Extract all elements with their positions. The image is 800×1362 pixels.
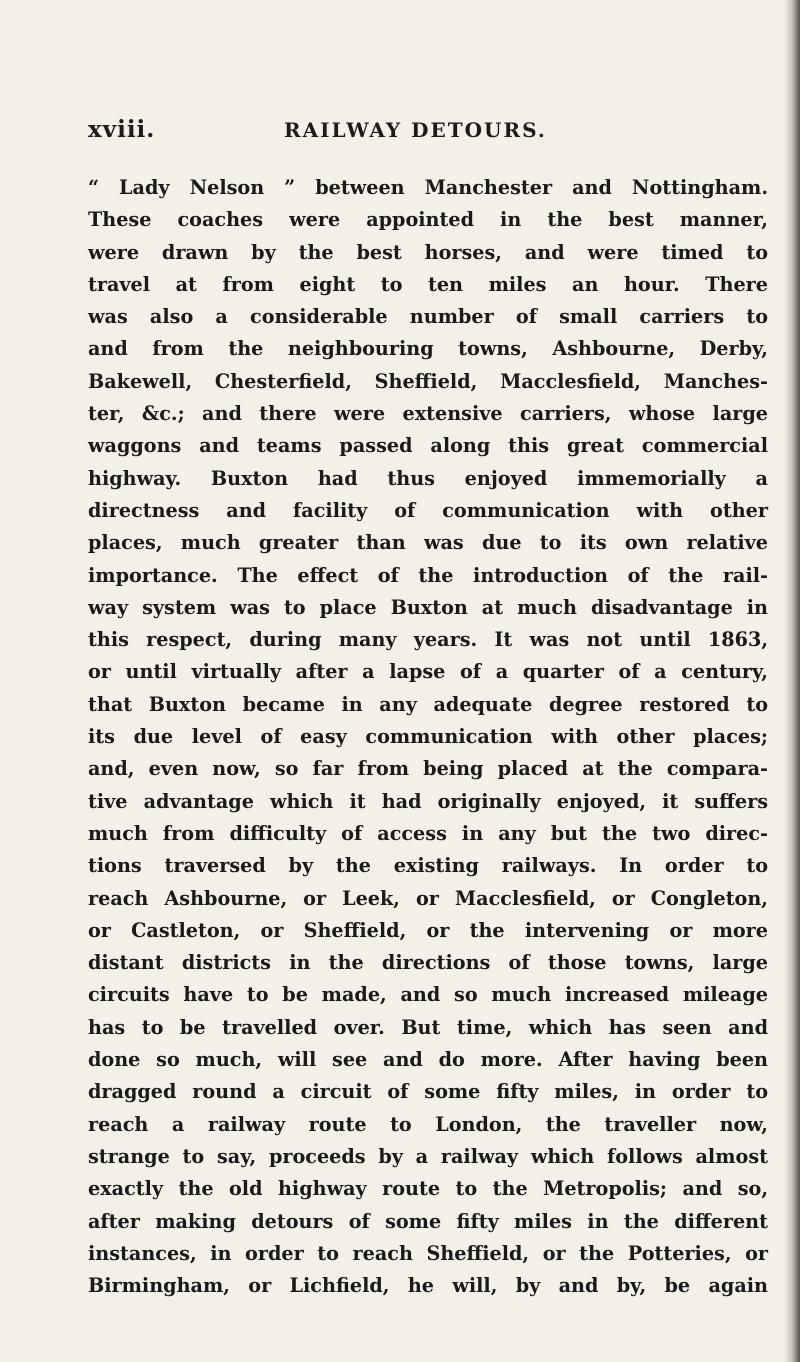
- text-line: highway. Buxton had thus enjoyed immemorially a: [88, 466, 768, 490]
- text-line: were drawn by the best horses, and were timed to: [88, 240, 768, 264]
- text-line: These coaches were appointed in the best manner,: [88, 208, 768, 232]
- page-header: [88, 116, 768, 146]
- text-line: strange to say, proceeds by a railway which follows almost: [88, 1144, 768, 1168]
- text-line: and from the neighbouring towns, Ashbourne, Derby,: [88, 337, 768, 361]
- text-line: or Castleton, or Sheffield, or the intervening or more: [88, 918, 768, 942]
- text-line: waggons and teams passed along this great commercial: [88, 434, 768, 458]
- text-line: and, even now, so far from being placed at the compara-: [88, 757, 768, 781]
- text-line: Birmingham, or Lichfield, he will, by and by, be again: [88, 1274, 768, 1298]
- text-line: after making detours of some fifty miles in the different: [88, 1209, 768, 1233]
- text-line: travel at from eight to ten miles an hour. There: [88, 272, 768, 296]
- text-line: tive advantage which it had originally enjoyed, it suffers: [88, 789, 768, 813]
- text-line: “ Lady Nelson ” between Manchester and Nottingham.: [88, 176, 768, 199]
- text-line: dragged round a circuit of some fifty miles, in order to: [88, 1080, 768, 1104]
- text-line: done so much, will see and do more. After having been: [88, 1048, 768, 1072]
- text-line: circuits have to be made, and so much increased mileage: [88, 983, 768, 1007]
- text-line: places, much greater than was due to its own relative: [88, 531, 768, 555]
- text-line: reach Ashbourne, or Leek, or Macclesfield, or Congleton,: [88, 886, 768, 910]
- text-line: Bakewell, Chesterfield, Sheffield, Macclesfield, Manches-: [88, 369, 768, 393]
- text-line: exactly the old highway route to the Metropolis; and so,: [88, 1177, 768, 1201]
- text-line: importance. The effect of the introduction of the rail-: [88, 563, 768, 587]
- text-line: was also a considerable number of small carriers to: [88, 305, 768, 329]
- text-line: its due level of easy communication with other places;: [88, 725, 768, 749]
- running-head: RAILWAY DETOURS.: [284, 118, 547, 142]
- text-line: has to be travelled over. But time, which has seen and: [88, 1015, 768, 1039]
- text-line: ter, &c.; and there were extensive carriers, whose large: [88, 402, 768, 426]
- text-line: or until virtually after a lapse of a quarter of a century,: [88, 660, 768, 684]
- text-line: reach a railway route to London, the traveller now,: [88, 1112, 768, 1136]
- text-line: instances, in order to reach Sheffield, or the Potteries, or: [88, 1241, 768, 1265]
- text-line: way system was to place Buxton at much disadvantage in: [88, 595, 768, 619]
- page-edge-shadow: [784, 0, 800, 1362]
- text-line: distant districts in the directions of those towns, large: [88, 951, 768, 975]
- text-line: that Buxton became in any adequate degree restored to: [88, 692, 768, 716]
- body-text: [88, 172, 768, 1302]
- text-line: tions traversed by the existing railways. In order to: [88, 854, 768, 878]
- page-number: xviii.: [88, 116, 156, 143]
- text-line: this respect, during many years. It was not until 1863,: [88, 628, 768, 652]
- text-line: directness and facility of communication with other: [88, 498, 768, 522]
- text-line: much from difficulty of access in any but the two direc-: [88, 821, 768, 845]
